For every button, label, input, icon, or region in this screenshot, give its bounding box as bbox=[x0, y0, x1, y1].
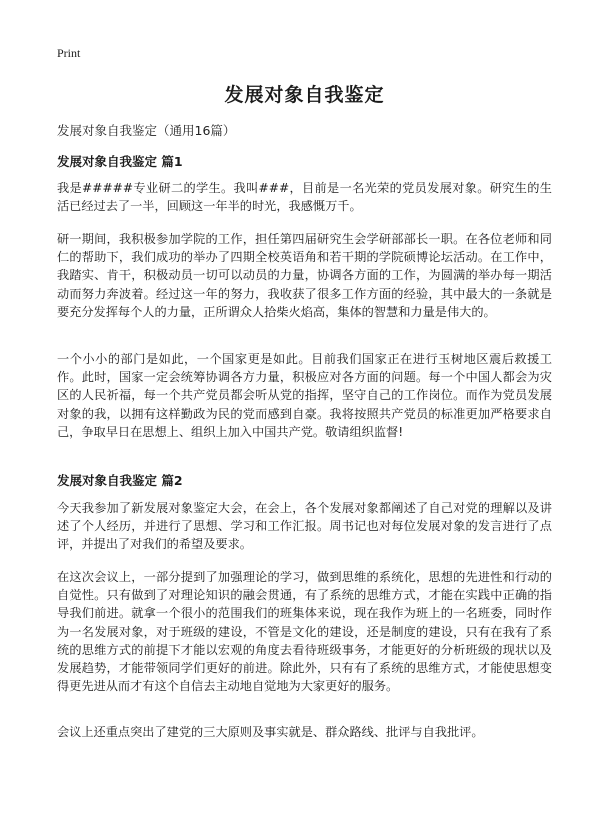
section-1-paragraph-1: 我是#####专业研二的学生。我叫###，目前是一名光荣的党员发展对象。研究生的生活已经过去了一半，回顾这一年半的时光，我感慨万千。 bbox=[57, 181, 552, 214]
section-1-paragraph-2: 研一期间，我积极参加学院的工作，担任第四届研究生会学研部部长一职。在各位老师和同仁的帮助下，我们成功的举办了四期全校英语角和若干期的学院硕博论坛活动。在工作中，我踏实、肯干，积极动员一切可以动员的力量，协调各方面的工作，为圆满的举办每一期活动而努力奔波着。经过这一年的努力，我收获了很多工作方面的经验，其中最大的一条就是要充分发挥每个人的力量，正所谓众人拾柴火焰高，集体的智慧和力量是伟大的。 bbox=[57, 232, 552, 319]
print-link[interactable]: Print bbox=[57, 46, 81, 60]
section-2-paragraph-1: 今天我参加了新发展对象鉴定大会，在会上，各个发展对象都阐述了自己对党的理解以及讲述了个人经历，并进行了思想、学习和工作汇报。周书记也对每位发展对象的发言进行了点评，并提出了对我们的希望及要求。 bbox=[57, 501, 552, 552]
document-subtitle: 发展对象自我鉴定（通用16篇） bbox=[57, 123, 236, 138]
section-2-paragraph-3: 会议上还重点突出了建党的三大原则及事实就是、群众路线、批评与自我批评。 bbox=[57, 725, 484, 739]
section-2-paragraph-2: 在这次会议上，一部分提到了加强理论的学习，做到思维的系统化，思想的先进性和行动的自觉性。只有做到了对理论知识的融会贯通，有了系统的思维方式，才能在实践中正确的指导我们前进。就拿一个很小的范围我们的班集体来说，现在我作为班上的一名班委，同时作为一名发展对象，对于班级的建设，不管是文化的建设，还是制度的建设，只有在我有了系统的思维方式的前提下才能以宏观的角度去看待班级事务，才能更好的分析班级的现状以及发展趋势，才能带领同学们更好的前进。除此外，只有有了系统的思维方式，才能使思想变得更先进从而才有这个自信去主动地自觉地为大家更好的服务。 bbox=[57, 570, 552, 694]
document-title: 发展对象自我鉴定 bbox=[224, 84, 385, 106]
section-title-1: 发展对象自我鉴定 篇1 bbox=[57, 154, 183, 169]
section-1-paragraph-3: 一个小小的部门是如此，一个国家更是如此。目前我们国家正在进行玉树地区震后救援工作。此时，国家一定会统筹协调各方力量，积极应对各方面的问题。每一个中国人都会为灾区的人民祈福，每一个共产党员都会听从党的指挥，坚守自己的工作岗位。而作为党员发展对象的我，以拥有这样勤政为民的党而感到自豪。我将按照共产党员的标准更加严格要求自己，争取早日在思想上、组织上加入中国共产党。敬请组织监督! bbox=[57, 352, 552, 439]
section-title-2: 发展对象自我鉴定 篇2 bbox=[57, 473, 183, 488]
